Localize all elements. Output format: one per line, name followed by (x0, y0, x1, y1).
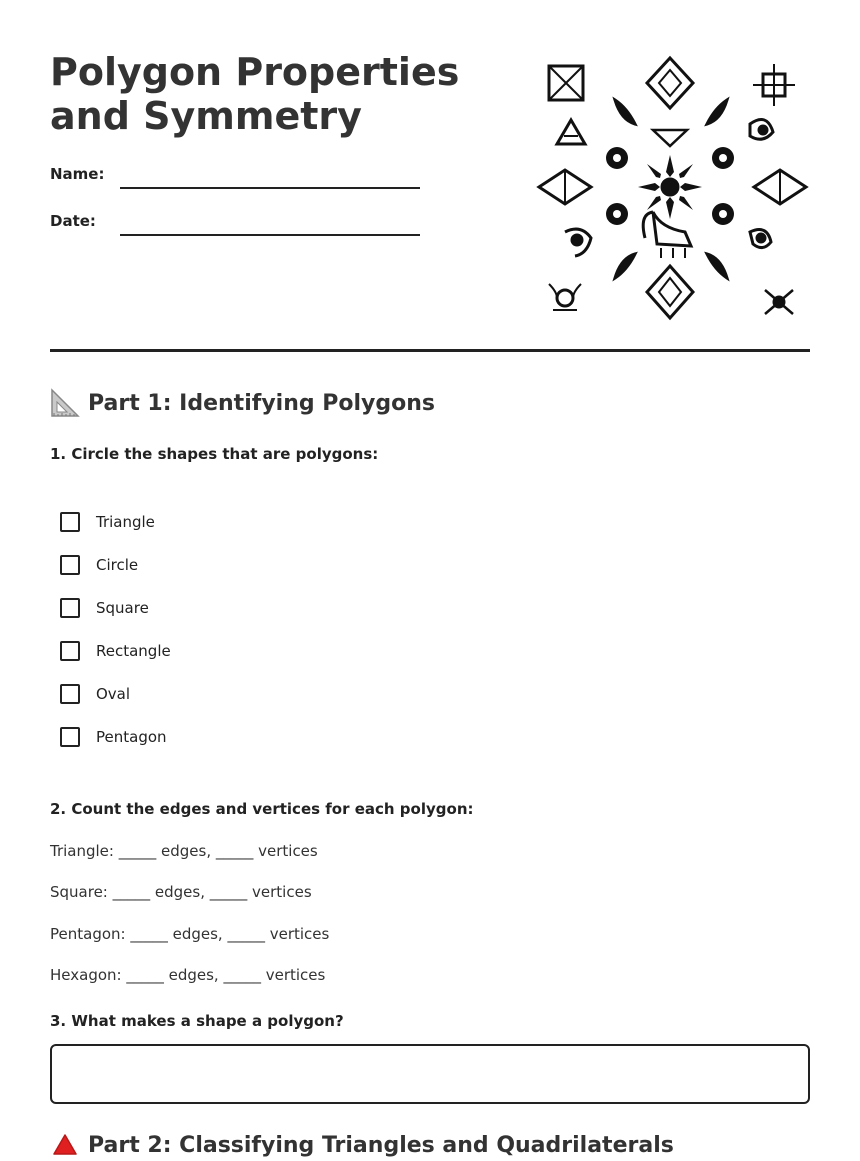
checkbox[interactable] (60, 641, 80, 661)
question-3: 3. What makes a shape a polygon? (50, 1012, 344, 1030)
count-line: Hexagon: _____ edges, _____ vertices (50, 966, 326, 984)
date-label: Date: (50, 212, 96, 230)
checkbox-label: Oval (96, 685, 131, 703)
part1-heading (50, 388, 435, 418)
checkbox[interactable] (60, 512, 80, 532)
checkbox-label: Pentagon (96, 728, 167, 746)
page-title: Polygon Properties and Symmetry (50, 50, 460, 138)
date-line[interactable] (120, 234, 420, 236)
checkbox[interactable] (60, 727, 80, 747)
checkbox-option[interactable] (60, 684, 130, 704)
set-square-ruler-icon (50, 388, 80, 418)
checkbox[interactable] (60, 684, 80, 704)
checkbox-label: Rectangle (96, 642, 171, 660)
checkbox-label: Triangle (96, 513, 155, 531)
count-line: Triangle: _____ edges, _____ vertices (50, 842, 318, 860)
checkbox[interactable] (60, 555, 80, 575)
question-2: 2. Count the edges and vertices for each polygon: (50, 800, 474, 818)
checkbox-option[interactable] (60, 512, 155, 532)
answer-box[interactable] (50, 1044, 810, 1104)
symmetric-tribal-pattern-icon (535, 52, 810, 327)
red-triangle-icon (50, 1130, 80, 1160)
part2-heading (50, 1130, 674, 1160)
checkbox-label: Circle (96, 556, 139, 574)
checkbox-option[interactable] (60, 598, 149, 618)
checkbox-option[interactable] (60, 727, 167, 747)
count-line: Pentagon: _____ edges, _____ vertices (50, 925, 330, 943)
part1-title: Part 1: Identifying Polygons (88, 390, 436, 416)
header-divider (50, 349, 810, 352)
count-line: Square: _____ edges, _____ vertices (50, 883, 312, 901)
question-1: 1. Circle the shapes that are polygons: (50, 445, 379, 463)
name-label: Name: (50, 165, 105, 183)
part2-title: Part 2: Classifying Triangles and Quadrilaterals (88, 1132, 674, 1158)
name-line[interactable] (120, 187, 420, 189)
checkbox-option[interactable] (60, 641, 171, 661)
checkbox[interactable] (60, 598, 80, 618)
checkbox-option[interactable] (60, 555, 138, 575)
checkbox-label: Square (96, 599, 149, 617)
